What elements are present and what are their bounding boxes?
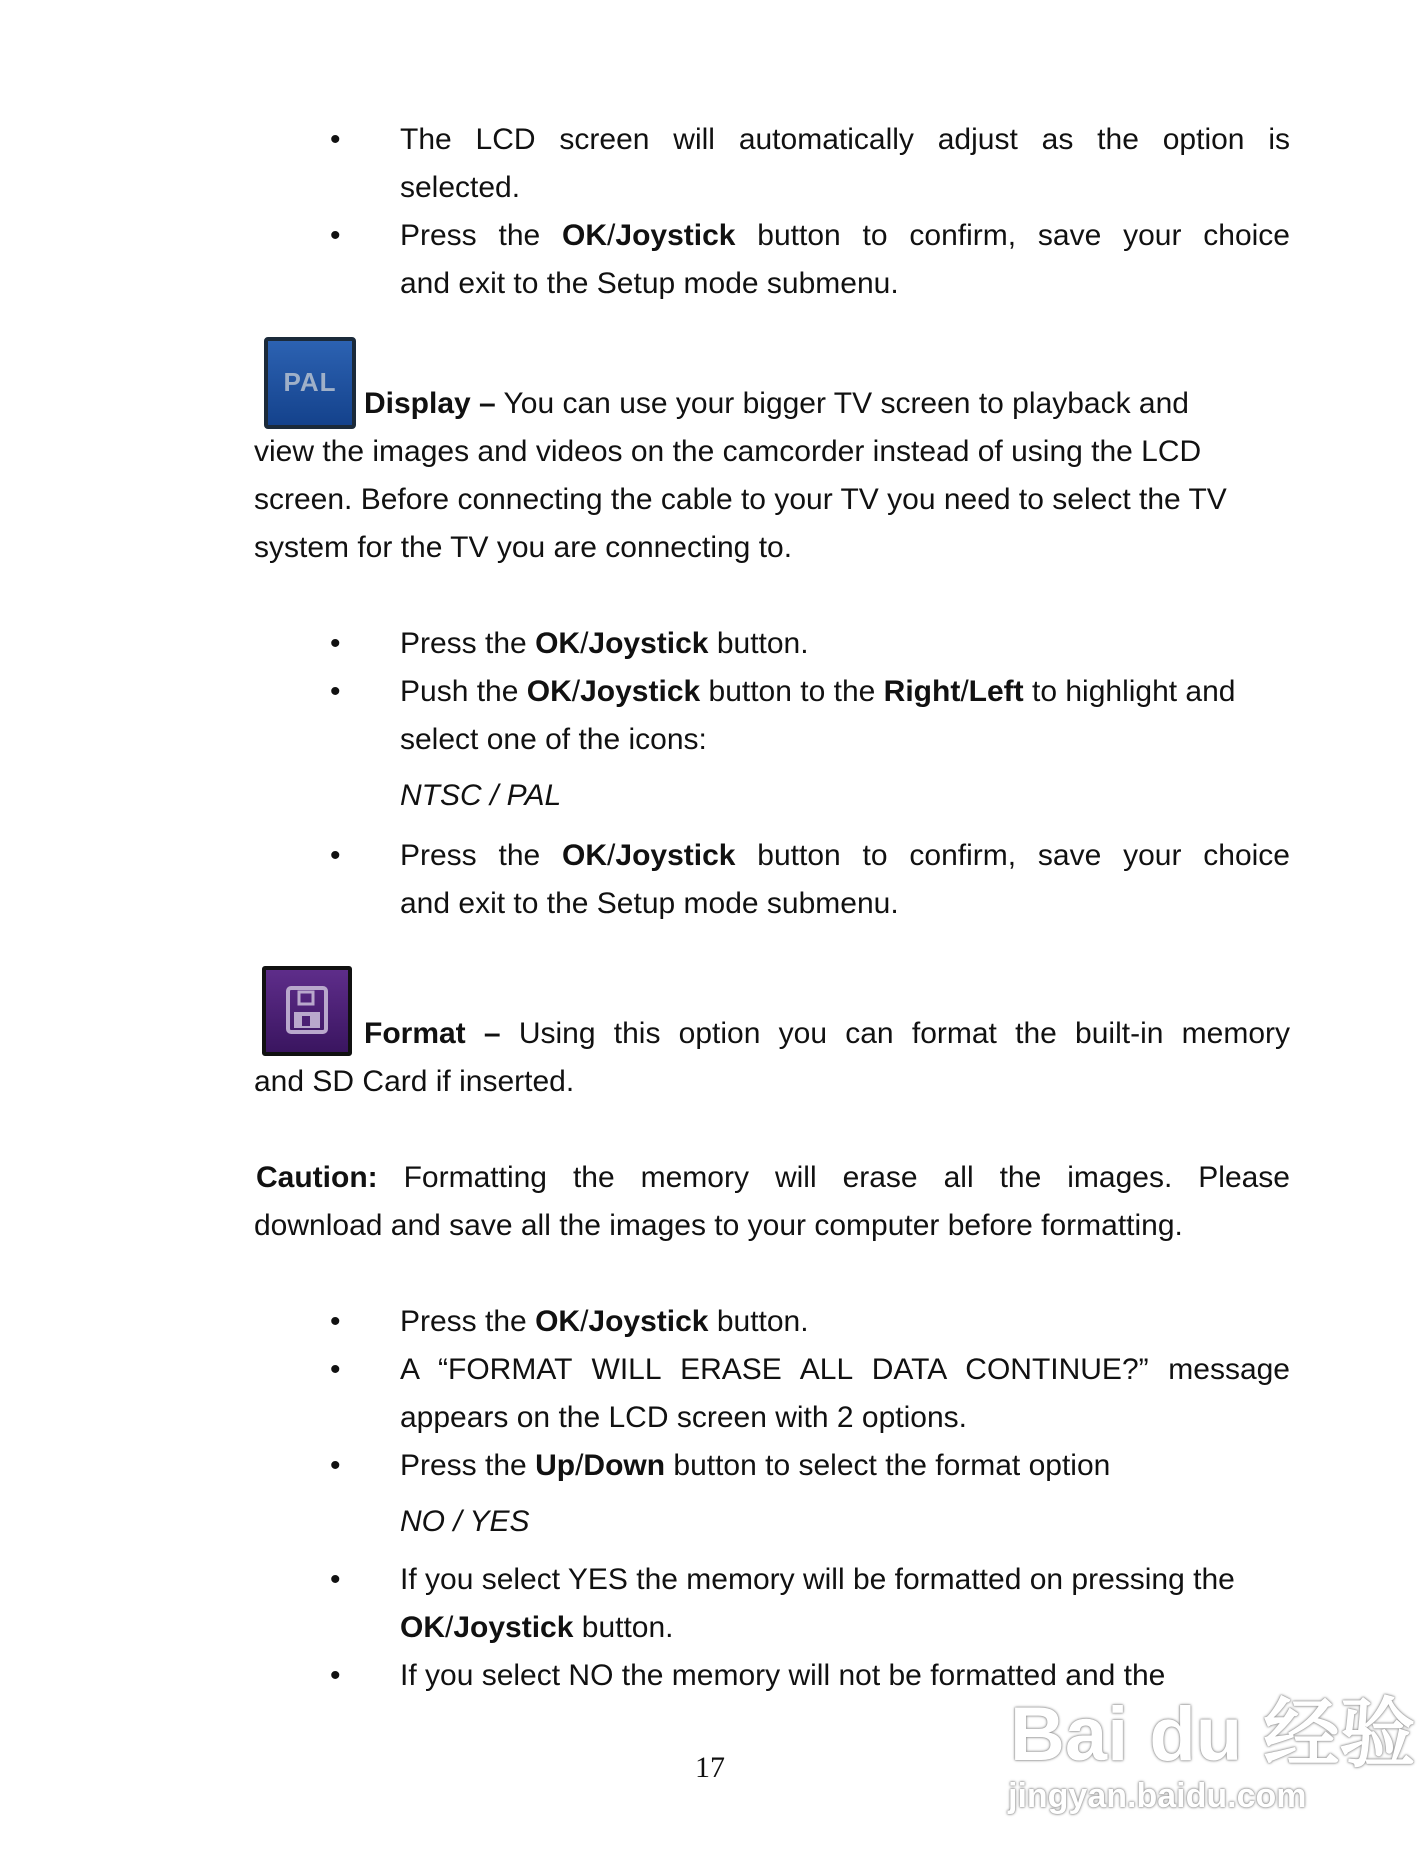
list-item-line: OK/Joystick button. (400, 1611, 674, 1644)
bullet: • (330, 1353, 341, 1386)
display-paragraph-line: system for the TV you are connecting to. (254, 531, 793, 564)
list-item-line: and exit to the Setup mode submenu. (400, 267, 899, 300)
format-memory-icon (262, 966, 352, 1056)
floppy-icon (266, 970, 348, 1052)
list-item-line: select one of the icons: (400, 723, 707, 756)
caution-line: download and save all the images to your computer before formatting. (254, 1209, 1183, 1242)
bullet: • (330, 219, 341, 252)
caution-line: Caution: Formatting the memory will erase all the images. Please (256, 1161, 1290, 1194)
list-item-line: If you select YES the memory will be formatted on pressing the (400, 1563, 1235, 1596)
format-paragraph-line: Format – Using this option you can format the built-in memory (364, 1017, 1290, 1050)
pal-display-icon: PAL (264, 337, 356, 429)
list-item-line: Press the OK/Joystick button. (400, 627, 809, 660)
list-item-line: appears on the LCD screen with 2 options. (400, 1401, 967, 1434)
display-paragraph-line: Display – You can use your bigger TV screen to playback and (364, 387, 1189, 420)
list-item-line: Press the OK/Joystick button to confirm, save your choice (400, 219, 1290, 252)
bullet: • (330, 1305, 341, 1338)
list-item-line: selected. (400, 171, 521, 204)
format-paragraph-line: and SD Card if inserted. (254, 1065, 575, 1098)
list-item-line: Press the Up/Down button to select the format option (400, 1449, 1111, 1482)
bullet: • (330, 1659, 341, 1692)
watermark-logo: Bai du 经验 (1010, 1692, 1416, 1777)
display-paragraph-line: screen. Before connecting the cable to your TV you need to select the TV (254, 483, 1227, 516)
list-item-line: Press the OK/Joystick button. (400, 1305, 809, 1338)
page-number: 17 (695, 1751, 725, 1784)
display-heading: Display – (364, 387, 496, 420)
list-item-line: A “FORMAT WILL ERASE ALL DATA CONTINUE?” message (400, 1353, 1290, 1386)
list-item-line: The LCD screen will automatically adjust as the option is (400, 123, 1290, 156)
bullet: • (330, 123, 341, 156)
bullet: • (330, 627, 341, 660)
bullet: • (330, 1449, 341, 1482)
list-item-line: Press the OK/Joystick button to confirm, save your choice (400, 839, 1290, 872)
list-item-line: If you select NO the memory will not be formatted and the (400, 1659, 1166, 1692)
option-values: NTSC / PAL (400, 779, 562, 812)
bullet: • (330, 1563, 341, 1596)
option-values: NO / YES (400, 1505, 530, 1538)
watermark-url: jingyan.baidu.com (1008, 1777, 1307, 1815)
bullet: • (330, 675, 341, 708)
list-item-line: and exit to the Setup mode submenu. (400, 887, 899, 920)
list-item-line: Push the OK/Joystick button to the Right/Left to highlight and (400, 675, 1236, 708)
bullet: • (330, 839, 341, 872)
format-heading: Format – (364, 1017, 501, 1050)
caution-label: Caution: (256, 1161, 378, 1194)
display-paragraph-line: view the images and videos on the camcorder instead of using the LCD (254, 435, 1202, 468)
